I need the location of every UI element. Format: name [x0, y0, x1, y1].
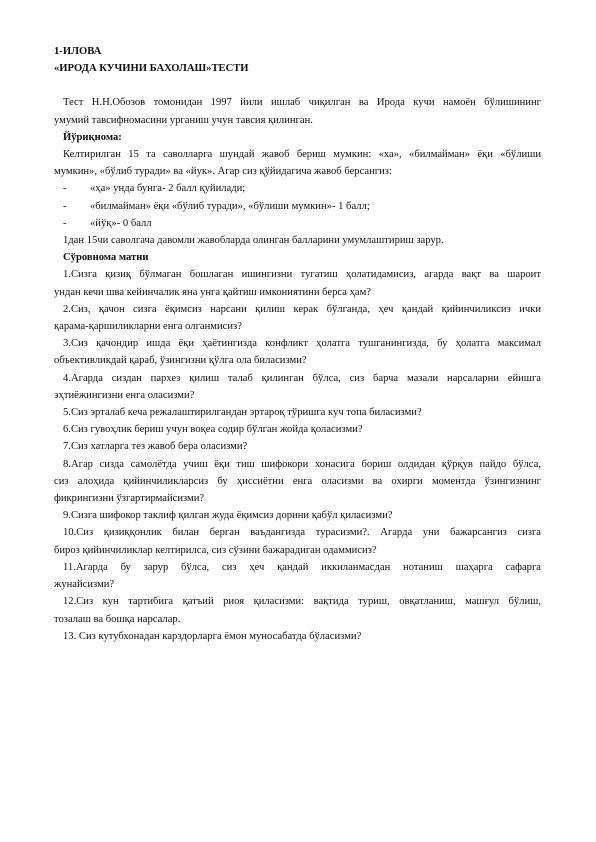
question-6: 6.Сиз гувоҳлик бериш учун воқеа содир бўлган жойда қоласизми? [63, 424, 363, 436]
spacer [54, 77, 541, 94]
question-13: 13. Сиз кутубхонадан карздорларга ёмон муносабатда бўласизми? [63, 630, 362, 642]
question-4: 4.Агарда сиздан пархез қилиш талаб қилинган бўлса, сиз барча мазали нарсаларни ейишга эҳтиёжингизни енга оласизми? [54, 372, 541, 401]
appendix-label: 1-ИЛОВА [54, 46, 102, 57]
question-2: 2.Сиз, қачон сизга ёқимсиз нарсани қилиш керак бўлганда, ҳеч қандай қийинчиликсиз ички қарама-қаршиликларни енга олганмисиз? [54, 303, 541, 333]
test-title: «ИРОДА КУЧИНИ БАХОЛАШ»ТЕСТИ [54, 63, 249, 75]
question-10: 10.Сиз қизиққонлик билан берган ваъдангизда турасизми?. Агарда уни бажарсангиз сизга бироз қийинчиликлар келтирилса, сиз сўзини бажарадиган одаммисиз? [54, 527, 541, 556]
option-no: - «йўқ»- 0 балл [63, 217, 152, 229]
question-5: 5.Сиз эрталаб кеча режалаштирилгандан эртароқ тўришга куч топа биласизми? [63, 407, 422, 419]
option-unsure: - «билмайман» ёқи «бўлиб туради», «бўлиши мумкин»- 1 балл; [63, 200, 370, 212]
question-1: 1.Сизга қизиқ бўлмаган бошлаган ишингизни тугатиш ҳолатидамисиз, агарда вақт ва шароит ундан кечи шва кейинчалик яна унга қайтиш имкониятини берса ҳам? [54, 269, 541, 298]
question-8: 8.Агар сизда самолётда учиш ёқи тиш шифокори хонасига бориш олдидан қўрқув пайдо бўлса, сиз алоҳида қийинчиликларсиз бу ҳиссиётни енга оласизми ва охирги моментда ўзингизнинг фикрингизни ўзгартирмайсизми? [54, 458, 541, 505]
questionnaire-heading: Сўровнома матни [63, 252, 149, 264]
question-3: 3.Сиз қачондир ишда ёқи ҳаётингизда конфликт ҳолатга тушганингизда, бу ҳолатга максимал объективликдай қараб, ўзингизни қўлга ола биласизми? [54, 338, 541, 367]
document-body [54, 43, 541, 645]
scoring-summary: 1дан 15чи саволгача давомли жавобларда олинган балларини умумлаштириш зарур. [63, 235, 444, 247]
question-7: 7.Сиз хатларга тез жавоб бера оласизми? [63, 441, 248, 453]
instructions-heading: Йўриқнома: [63, 131, 122, 143]
question-9: 9.Сизга шифокор таклиф қилган жуда ёқимсиз дорини қабўл қиласизми? [63, 510, 393, 522]
intro-paragraph: Тест Н.Н.Обозов томонидан 1997 йили ишлаб чиқилган ва Ирода кучи намоён бўлишининг умумий тавсифномасини урганиш учун тавсия қилинган. [54, 97, 541, 126]
option-yes: - «ҳа» унда бунга- 2 балл қуйилади; [63, 183, 246, 195]
question-12: 12.Сиз кун тартибига қатъий риоя қиласизми: вақтида туриш, овқатланиш, машғул бўлиш, тозалаш ва бошқа нарсалар. [54, 596, 541, 625]
question-11: 11.Агарда бу зарур бўлса, сиз ҳеч қандай иккиланмасдан нотаниш шаҳарга сафарга жунайсизми? [54, 561, 541, 591]
instructions-paragraph: Келтирилган 15 та саволларга шундай жавоб бериш мумкин: «ха», «билмайман» ёқи «бўлиши мумкин», «бўлиб туради» ва «йук». Агар сиз қўйидагича жавоб берсангиз: [54, 149, 541, 178]
